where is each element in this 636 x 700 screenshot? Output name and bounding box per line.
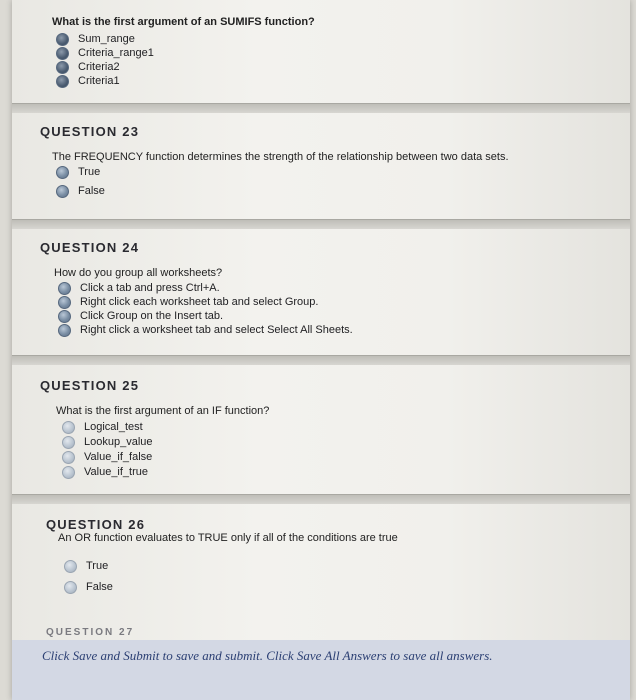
q22-option-1[interactable]: [56, 32, 135, 46]
option-label: Criteria2: [78, 61, 120, 73]
q23-question-text: The FREQUENCY function determines the strength of the relationship between two data sets.: [52, 151, 509, 163]
submit-instructions-bar: [12, 640, 630, 700]
option-label: Click Group on the Insert tab.: [80, 310, 224, 322]
radio-button-icon[interactable]: [56, 47, 69, 60]
option-label: Value_if_false: [84, 451, 153, 463]
q23-option-1[interactable]: [56, 165, 100, 179]
q25-option-4[interactable]: [62, 465, 148, 479]
q25-option-1[interactable]: [62, 420, 143, 434]
option-label: Logical_test: [84, 421, 143, 433]
q26-option-1[interactable]: [64, 559, 108, 573]
q22-question-text: What is the first argument of an SUMIFS function?: [52, 16, 315, 28]
q26-option-2[interactable]: [64, 580, 113, 594]
radio-button-icon[interactable]: [56, 61, 69, 74]
q24-question-text: How do you group all worksheets?: [54, 267, 223, 279]
option-label: False: [86, 581, 113, 593]
q22-option-3[interactable]: [56, 60, 120, 74]
radio-button-icon[interactable]: [62, 436, 75, 449]
section-divider: [12, 103, 630, 113]
radio-button-icon[interactable]: [56, 166, 69, 179]
q22-option-2[interactable]: [56, 46, 154, 60]
q24-option-4[interactable]: [58, 323, 353, 337]
q24-option-3[interactable]: [58, 309, 223, 323]
option-label: Right click a worksheet tab and select Select All Sheets.: [80, 324, 353, 336]
option-label: Click a tab and press Ctrl+A.: [80, 282, 220, 294]
q25-question-text: What is the first argument of an IF function?: [56, 405, 270, 417]
q23-heading: QUESTION 23: [40, 124, 140, 139]
radio-button-icon[interactable]: [58, 282, 71, 295]
option-label: False: [78, 185, 105, 197]
radio-button-icon[interactable]: [58, 324, 71, 337]
radio-button-icon[interactable]: [62, 421, 75, 434]
q26-heading: QUESTION 26: [46, 517, 146, 532]
option-label: Criteria_range1: [78, 47, 154, 59]
submit-instructions-text: Click Save and Submit to save and submit. Click Save All Answers to save all answers.: [42, 648, 493, 663]
radio-button-icon[interactable]: [58, 296, 71, 309]
radio-button-icon[interactable]: [56, 185, 69, 198]
option-label: Sum_range: [78, 33, 135, 45]
radio-button-icon[interactable]: [56, 75, 69, 88]
q25-option-2[interactable]: [62, 435, 153, 449]
option-label: True: [86, 560, 109, 572]
section-divider: [12, 494, 630, 504]
quiz-page: [12, 0, 630, 700]
section-divider: [12, 219, 630, 229]
option-label: Criteria1: [78, 75, 120, 87]
radio-button-icon[interactable]: [62, 451, 75, 464]
q25-heading: QUESTION 25: [40, 378, 140, 393]
option-label: Lookup_value: [84, 436, 153, 448]
option-label: Right click each worksheet tab and select Group.: [80, 296, 319, 308]
section-divider: [12, 355, 630, 365]
q27-heading: QUESTION 27: [46, 627, 135, 638]
q22-option-4[interactable]: [56, 74, 120, 88]
q26-question-text: An OR function evaluates to TRUE only if all of the conditions are true: [58, 532, 398, 544]
q25-option-3[interactable]: [62, 450, 152, 464]
radio-button-icon[interactable]: [58, 310, 71, 323]
option-label: True: [78, 166, 101, 178]
q24-heading: QUESTION 24: [40, 240, 140, 255]
option-label: Value_if_true: [84, 466, 149, 478]
q23-option-2[interactable]: [56, 184, 105, 198]
radio-button-icon[interactable]: [62, 466, 75, 479]
radio-button-icon[interactable]: [64, 560, 77, 573]
q24-option-1[interactable]: [58, 281, 220, 295]
radio-button-icon[interactable]: [56, 33, 69, 46]
radio-button-icon[interactable]: [64, 581, 77, 594]
q24-option-2[interactable]: [58, 295, 318, 309]
